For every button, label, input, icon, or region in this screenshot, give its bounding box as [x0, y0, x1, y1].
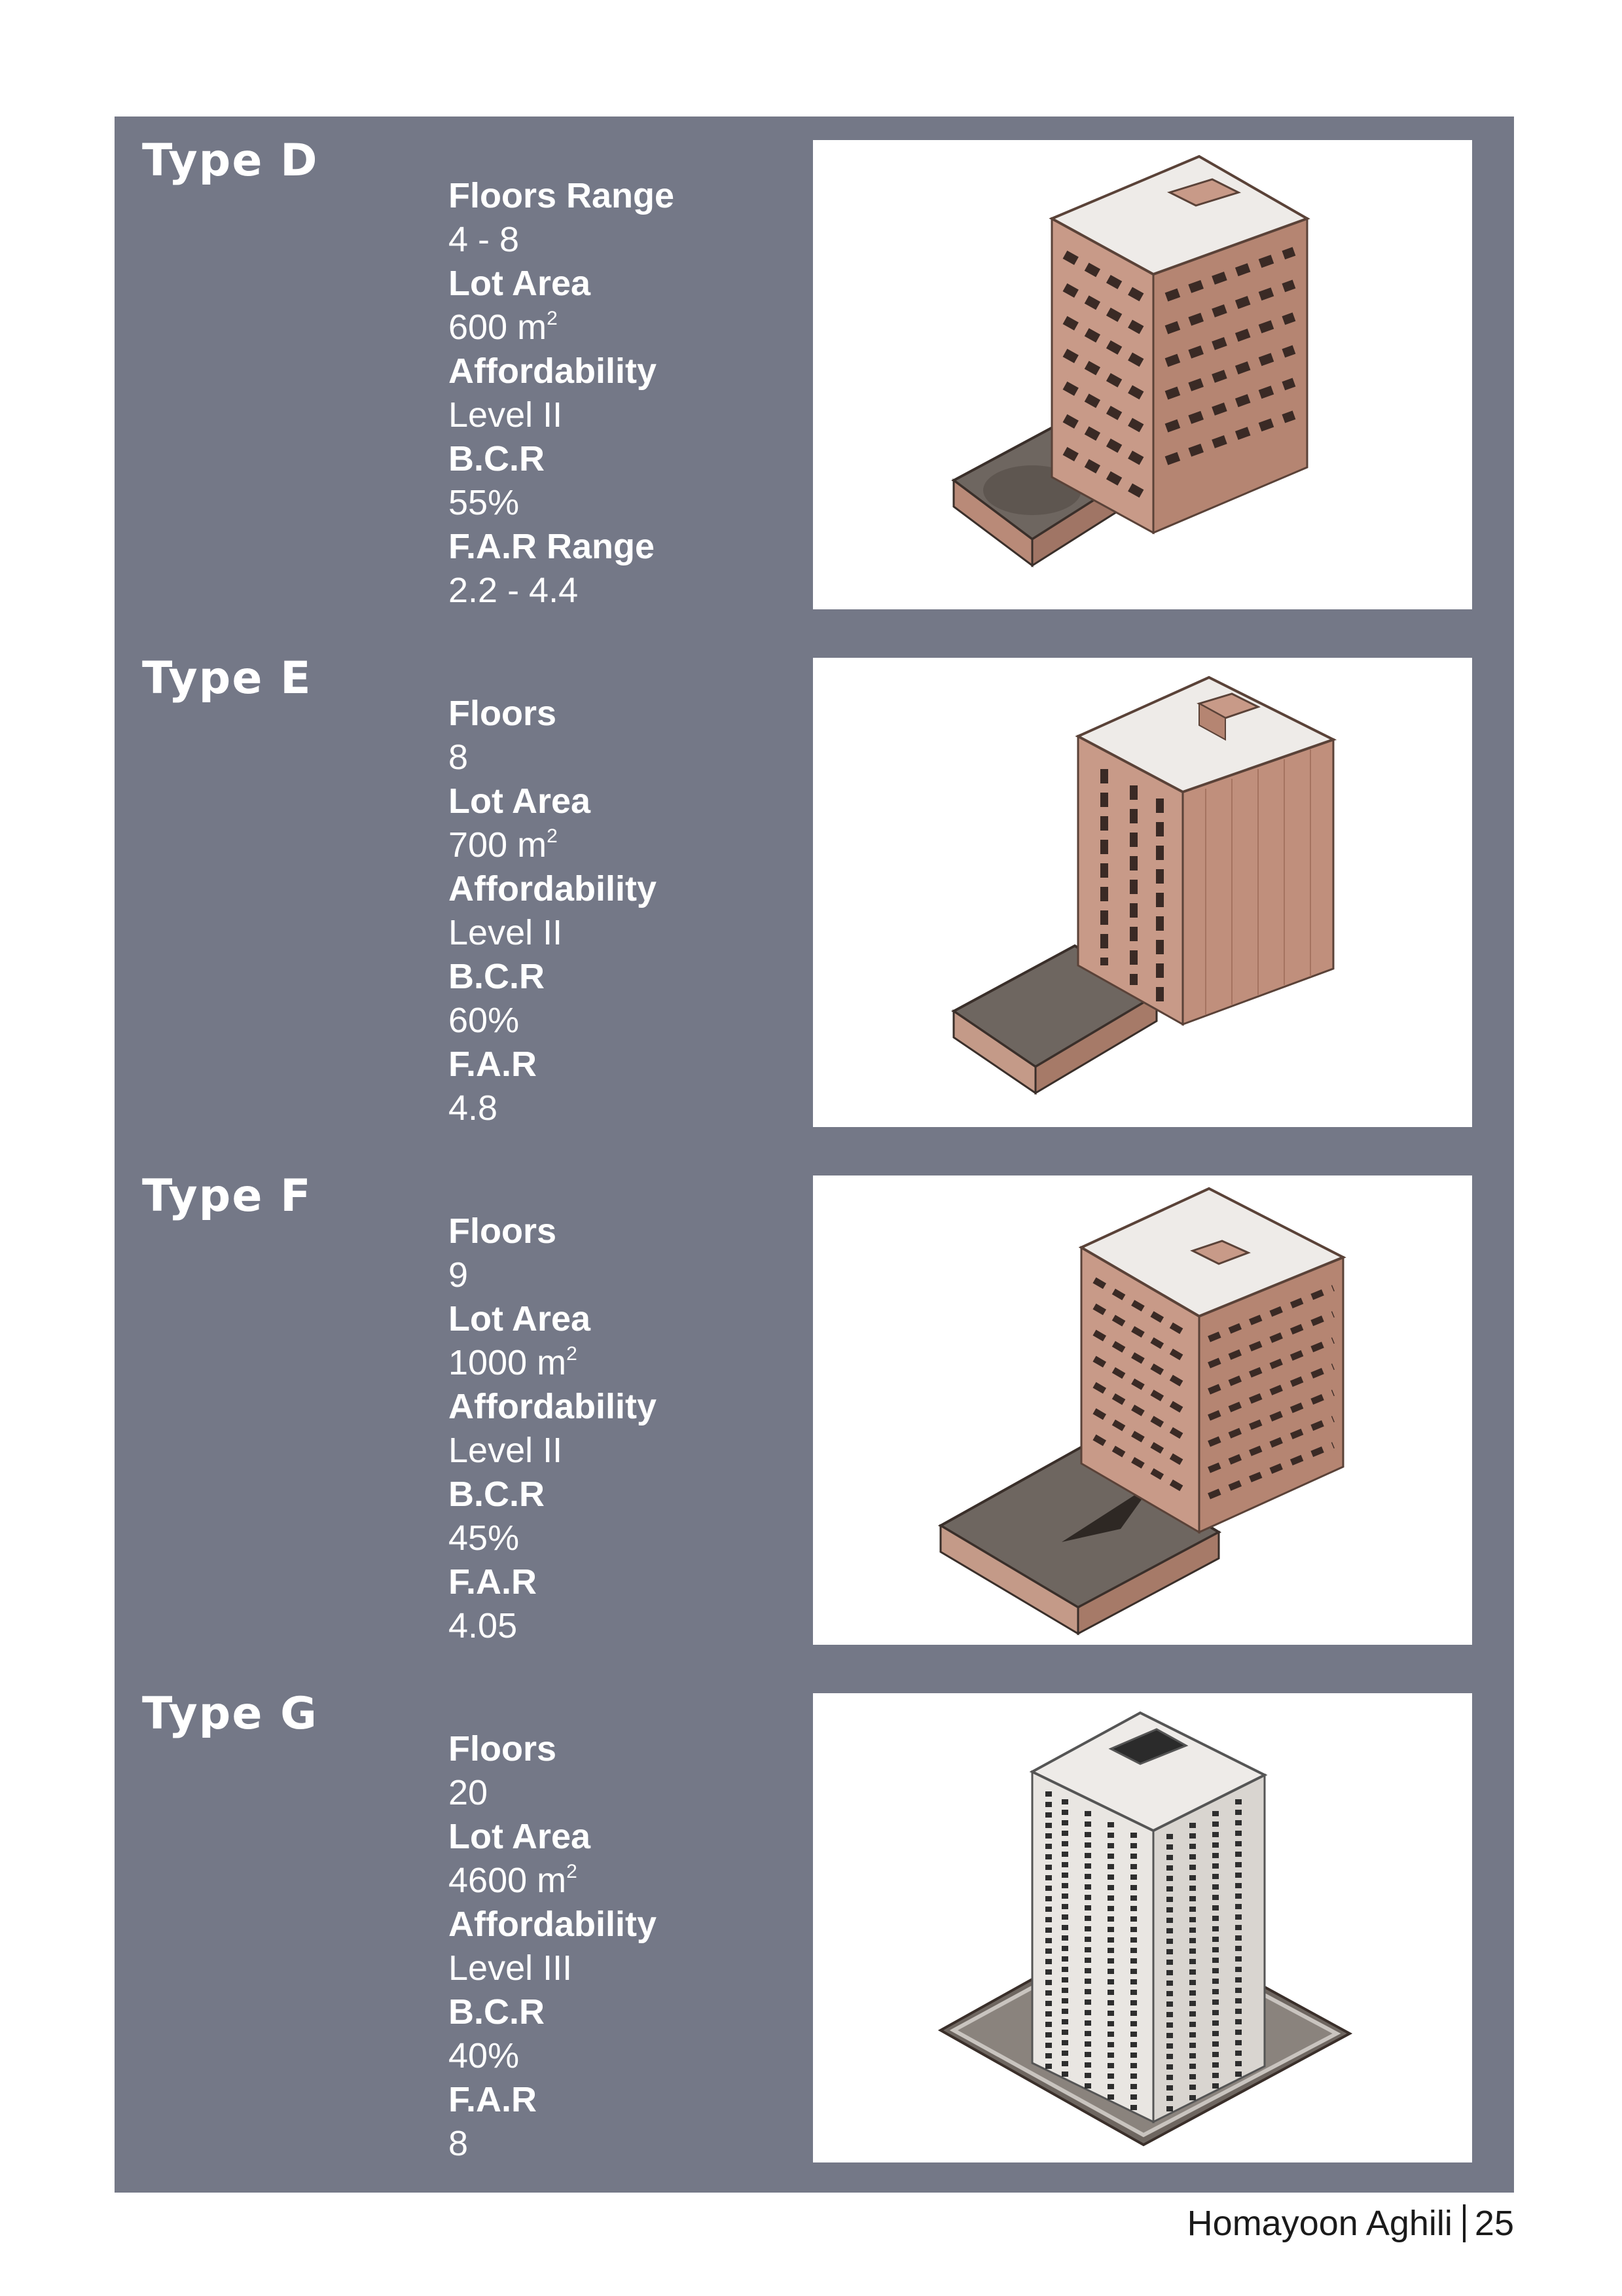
type-f-section [115, 1152, 1514, 1669]
isometric-building-illustration [813, 140, 1472, 609]
spec-value: 600 $m^2$ [448, 308, 558, 347]
spec-label: Lot Area [448, 264, 591, 303]
spec-list [448, 174, 815, 613]
spec-label: F.A.R [448, 1562, 537, 1602]
isometric-building-illustration [813, 1693, 1472, 2162]
spec-label: Floors [448, 694, 557, 733]
page-footer [1187, 2200, 1514, 2246]
spec-label: Lot Area [448, 1299, 591, 1338]
building-image-type-f [813, 1175, 1472, 1645]
spec-value: Level II [448, 1431, 563, 1470]
spec-list [448, 1727, 815, 2166]
building-image-type-d [813, 140, 1472, 609]
type-g-section [115, 1670, 1514, 2187]
spec-value: Level II [448, 913, 563, 952]
type-d-section [115, 117, 1514, 634]
type-title: Type D [142, 135, 319, 187]
spec-value: 2.2 - 4.4 [448, 571, 579, 610]
spec-label: B.C.R [448, 957, 545, 996]
isometric-building-illustration [813, 1175, 1472, 1645]
type-title: Type G [142, 1688, 318, 1740]
spec-label: B.C.R [448, 439, 545, 478]
spec-value: 60% [448, 1001, 520, 1040]
spec-label: Lot Area [448, 1817, 591, 1856]
spec-label: F.A.R [448, 1045, 537, 1084]
spec-value: 700 $m^2$ [448, 825, 558, 865]
type-e-section [115, 634, 1514, 1151]
spec-value: 4600 $m^2$ [448, 1861, 577, 1900]
spec-label: Affordability [448, 351, 657, 391]
spec-label: Floors Range [448, 176, 675, 215]
spec-value: 4 - 8 [448, 220, 520, 259]
spec-label: B.C.R [448, 1475, 545, 1514]
spec-value: 40% [448, 2036, 520, 2075]
spec-value: 4.05 [448, 1606, 518, 1645]
spec-list [448, 692, 815, 1130]
spec-label: Affordability [448, 869, 657, 908]
author-name: Homayoon Aghili [1187, 2204, 1452, 2243]
building-image-type-g [813, 1693, 1472, 2162]
spec-label: F.A.R [448, 2080, 537, 2119]
spec-label: Affordability [448, 1905, 657, 1944]
spec-value: Level II [448, 395, 563, 435]
spec-value: 8 [448, 2124, 469, 2163]
spec-label: B.C.R [448, 1992, 545, 2032]
content-panel [115, 117, 1514, 2193]
spec-value: 45% [448, 1518, 520, 1558]
type-title: Type F [142, 1170, 312, 1222]
building-image-type-e [813, 658, 1472, 1127]
spec-label: Floors [448, 1729, 557, 1768]
footer-divider [1463, 2204, 1466, 2242]
spec-value: 55% [448, 483, 520, 522]
spec-value: 1000 $m^2$ [448, 1343, 577, 1382]
spec-value: 9 [448, 1255, 469, 1295]
spec-value: Level III [448, 1948, 573, 1988]
type-title: Type E [142, 653, 312, 704]
spec-value: 4.8 [448, 1088, 498, 1128]
spec-label: Affordability [448, 1387, 657, 1426]
isometric-building-illustration [813, 658, 1472, 1127]
spec-label: Lot Area [448, 781, 591, 821]
spec-label: F.A.R Range [448, 527, 655, 566]
page-number: 25 [1474, 2204, 1514, 2243]
spec-value: 20 [448, 1773, 488, 1812]
spec-value: 8 [448, 738, 469, 777]
spec-label: Floors [448, 1211, 557, 1251]
spec-list [448, 1210, 815, 1648]
